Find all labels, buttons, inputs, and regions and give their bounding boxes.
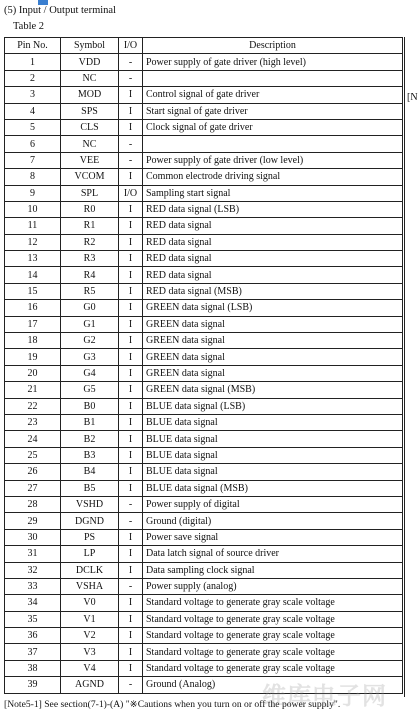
pin-number-cell: 11 — [5, 218, 61, 234]
io-cell: I — [119, 267, 143, 283]
table-row — [5, 628, 403, 644]
io-cell: I — [119, 103, 143, 119]
description-cell: RED data signal — [143, 218, 403, 234]
table-row — [5, 562, 403, 578]
description-cell: Sampling start signal — [143, 185, 403, 201]
description-cell: RED data signal (MSB) — [143, 283, 403, 299]
symbol-cell: R5 — [61, 283, 119, 299]
pin-number-cell: 1 — [5, 54, 61, 70]
table-row — [5, 152, 403, 168]
symbol-cell: AGND — [61, 677, 119, 693]
description-cell: Data sampling clock signal — [143, 562, 403, 578]
table-row — [5, 398, 403, 414]
description-cell: Power supply of gate driver (high level) — [143, 54, 403, 70]
pin-number-cell: 20 — [5, 365, 61, 381]
symbol-cell: G0 — [61, 300, 119, 316]
table-row — [5, 464, 403, 480]
symbol-cell: B0 — [61, 398, 119, 414]
symbol-cell: B4 — [61, 464, 119, 480]
symbol-cell: V1 — [61, 611, 119, 627]
pin-number-cell: 29 — [5, 513, 61, 529]
io-cell: I — [119, 464, 143, 480]
io-cell: I — [119, 365, 143, 381]
pin-number-cell: 10 — [5, 201, 61, 217]
description-cell: BLUE data signal — [143, 431, 403, 447]
io-cell: I — [119, 628, 143, 644]
table-row — [5, 251, 403, 267]
symbol-cell: VEE — [61, 152, 119, 168]
pin-number-cell: 2 — [5, 70, 61, 86]
io-cell: I — [119, 316, 143, 332]
description-cell: BLUE data signal (LSB) — [143, 398, 403, 414]
description-cell: Standard voltage to generate gray scale voltage — [143, 644, 403, 660]
table-row — [5, 578, 403, 594]
description-cell — [143, 70, 403, 86]
adjacent-note-mark: [N — [407, 92, 418, 103]
table-row — [5, 431, 403, 447]
pin-number-cell: 8 — [5, 169, 61, 185]
table-row — [5, 382, 403, 398]
io-cell: - — [119, 152, 143, 168]
description-cell: GREEN data signal (LSB) — [143, 300, 403, 316]
io-cell: - — [119, 70, 143, 86]
io-cell: I — [119, 562, 143, 578]
symbol-cell: G2 — [61, 333, 119, 349]
table-row — [5, 119, 403, 135]
table-row — [5, 365, 403, 381]
symbol-cell: R3 — [61, 251, 119, 267]
io-cell: I — [119, 251, 143, 267]
pin-number-cell: 4 — [5, 103, 61, 119]
pin-number-cell: 12 — [5, 234, 61, 250]
pin-number-cell: 14 — [5, 267, 61, 283]
symbol-cell: V0 — [61, 595, 119, 611]
symbol-cell: MOD — [61, 87, 119, 103]
symbol-cell: VSHD — [61, 496, 119, 512]
pin-number-cell: 39 — [5, 677, 61, 693]
symbol-cell: B5 — [61, 480, 119, 496]
table-row — [5, 70, 403, 86]
io-cell: I — [119, 300, 143, 316]
adjacent-table-edge — [404, 37, 416, 697]
pin-number-cell: 15 — [5, 283, 61, 299]
description-cell: Ground (digital) — [143, 513, 403, 529]
io-cell: I — [119, 546, 143, 562]
io-cell: I — [119, 218, 143, 234]
description-cell: Common electrode driving signal — [143, 169, 403, 185]
symbol-cell: V2 — [61, 628, 119, 644]
pin-number-cell: 24 — [5, 431, 61, 447]
header-symbol: Symbol — [61, 38, 119, 54]
io-cell: I — [119, 447, 143, 463]
symbol-cell: R4 — [61, 267, 119, 283]
table-row — [5, 529, 403, 545]
table-row — [5, 660, 403, 676]
io-cell: - — [119, 513, 143, 529]
io-cell: - — [119, 136, 143, 152]
io-cell: - — [119, 54, 143, 70]
description-cell: Clock signal of gate driver — [143, 119, 403, 135]
table-row — [5, 447, 403, 463]
table-row — [5, 333, 403, 349]
pin-number-cell: 23 — [5, 414, 61, 430]
table-row — [5, 169, 403, 185]
table-row — [5, 595, 403, 611]
symbol-cell: NC — [61, 70, 119, 86]
io-cell: I — [119, 611, 143, 627]
watermark: 维库电子网 — [262, 683, 387, 710]
pin-number-cell: 28 — [5, 496, 61, 512]
symbol-cell: DCLK — [61, 562, 119, 578]
symbol-cell: G3 — [61, 349, 119, 365]
pin-number-cell: 27 — [5, 480, 61, 496]
symbol-cell: R1 — [61, 218, 119, 234]
pin-number-cell: 34 — [5, 595, 61, 611]
table-row — [5, 185, 403, 201]
table-row — [5, 546, 403, 562]
description-cell: GREEN data signal — [143, 349, 403, 365]
pin-number-cell: 17 — [5, 316, 61, 332]
pin-table — [4, 37, 403, 694]
pin-number-cell: 37 — [5, 644, 61, 660]
pin-number-cell: 3 — [5, 87, 61, 103]
pin-number-cell: 7 — [5, 152, 61, 168]
symbol-cell: VCOM — [61, 169, 119, 185]
symbol-cell: B2 — [61, 431, 119, 447]
table-row — [5, 480, 403, 496]
description-cell: GREEN data signal — [143, 365, 403, 381]
io-cell: I — [119, 644, 143, 660]
description-cell: BLUE data signal — [143, 464, 403, 480]
symbol-cell: VDD — [61, 54, 119, 70]
symbol-cell: V4 — [61, 660, 119, 676]
pin-number-cell: 35 — [5, 611, 61, 627]
table-row — [5, 218, 403, 234]
description-cell: BLUE data signal — [143, 447, 403, 463]
footnote: [Note5-1] See section(7-1)-(A) "※Cautions when you turn on or off the power supply". — [4, 699, 341, 710]
table-row — [5, 513, 403, 529]
description-cell: RED data signal — [143, 251, 403, 267]
io-cell: - — [119, 677, 143, 693]
pin-number-cell: 9 — [5, 185, 61, 201]
description-cell: GREEN data signal — [143, 333, 403, 349]
table-row — [5, 103, 403, 119]
pin-number-cell: 21 — [5, 382, 61, 398]
table-row — [5, 316, 403, 332]
pin-number-cell: 18 — [5, 333, 61, 349]
io-cell: I — [119, 87, 143, 103]
io-cell: I — [119, 398, 143, 414]
description-cell: Standard voltage to generate gray scale voltage — [143, 611, 403, 627]
pin-table-body — [5, 54, 403, 693]
symbol-cell: SPL — [61, 185, 119, 201]
table-row — [5, 267, 403, 283]
io-cell: I — [119, 480, 143, 496]
pin-number-cell: 26 — [5, 464, 61, 480]
table-row — [5, 644, 403, 660]
description-cell: Standard voltage to generate gray scale voltage — [143, 628, 403, 644]
io-cell: I — [119, 349, 143, 365]
io-cell: I — [119, 201, 143, 217]
table-row — [5, 496, 403, 512]
pin-number-cell: 22 — [5, 398, 61, 414]
symbol-cell: G5 — [61, 382, 119, 398]
table-row — [5, 283, 403, 299]
pin-number-cell: 5 — [5, 119, 61, 135]
io-cell: I — [119, 660, 143, 676]
header-io: I/O — [119, 38, 143, 54]
table-row — [5, 349, 403, 365]
pin-number-cell: 38 — [5, 660, 61, 676]
symbol-cell: V3 — [61, 644, 119, 660]
io-cell: - — [119, 496, 143, 512]
description-cell: Start signal of gate driver — [143, 103, 403, 119]
description-cell — [143, 136, 403, 152]
io-cell: I — [119, 414, 143, 430]
symbol-cell: PS — [61, 529, 119, 545]
io-cell: - — [119, 578, 143, 594]
io-cell: I — [119, 595, 143, 611]
symbol-cell: B3 — [61, 447, 119, 463]
table-row — [5, 54, 403, 70]
symbol-cell: R0 — [61, 201, 119, 217]
pin-number-cell: 13 — [5, 251, 61, 267]
header-description: Description — [143, 38, 403, 54]
section-title: (5) Input / Output terminal — [4, 5, 116, 16]
io-cell: I/O — [119, 185, 143, 201]
description-cell: BLUE data signal — [143, 414, 403, 430]
io-cell: I — [119, 333, 143, 349]
symbol-cell: B1 — [61, 414, 119, 430]
io-cell: I — [119, 119, 143, 135]
table-row — [5, 300, 403, 316]
io-cell: I — [119, 283, 143, 299]
pin-number-cell: 16 — [5, 300, 61, 316]
symbol-cell: CLS — [61, 119, 119, 135]
pin-number-cell: 33 — [5, 578, 61, 594]
pin-number-cell: 25 — [5, 447, 61, 463]
symbol-cell: G4 — [61, 365, 119, 381]
header-pin-no: Pin No. — [5, 38, 61, 54]
description-cell: RED data signal (LSB) — [143, 201, 403, 217]
description-cell: Power supply of digital — [143, 496, 403, 512]
description-cell: Standard voltage to generate gray scale voltage — [143, 660, 403, 676]
description-cell: GREEN data signal — [143, 316, 403, 332]
table-row — [5, 234, 403, 250]
symbol-cell: G1 — [61, 316, 119, 332]
pin-number-cell: 30 — [5, 529, 61, 545]
symbol-cell: NC — [61, 136, 119, 152]
io-cell: I — [119, 529, 143, 545]
table-row — [5, 201, 403, 217]
description-cell: RED data signal — [143, 234, 403, 250]
table-row — [5, 611, 403, 627]
pin-number-cell: 19 — [5, 349, 61, 365]
table-row — [5, 136, 403, 152]
symbol-cell: SPS — [61, 103, 119, 119]
io-cell: I — [119, 234, 143, 250]
symbol-cell: R2 — [61, 234, 119, 250]
pin-number-cell: 32 — [5, 562, 61, 578]
io-cell: I — [119, 431, 143, 447]
table-row — [5, 414, 403, 430]
description-cell: GREEN data signal (MSB) — [143, 382, 403, 398]
pin-number-cell: 6 — [5, 136, 61, 152]
table-header-row — [5, 38, 403, 54]
io-cell: I — [119, 169, 143, 185]
description-cell: Data latch signal of source driver — [143, 546, 403, 562]
symbol-cell: DGND — [61, 513, 119, 529]
symbol-cell: VSHA — [61, 578, 119, 594]
pin-number-cell: 36 — [5, 628, 61, 644]
symbol-cell: LP — [61, 546, 119, 562]
table-caption: Table 2 — [13, 21, 45, 32]
description-cell: Power supply of gate driver (low level) — [143, 152, 403, 168]
description-cell: RED data signal — [143, 267, 403, 283]
table-row — [5, 87, 403, 103]
description-cell: Standard voltage to generate gray scale voltage — [143, 595, 403, 611]
description-cell: Power supply (analog) — [143, 578, 403, 594]
description-cell: Power save signal — [143, 529, 403, 545]
description-cell: BLUE data signal (MSB) — [143, 480, 403, 496]
pin-number-cell: 31 — [5, 546, 61, 562]
description-cell: Ground (Analog) — [143, 677, 403, 693]
description-cell: Control signal of gate driver — [143, 87, 403, 103]
io-cell: I — [119, 382, 143, 398]
